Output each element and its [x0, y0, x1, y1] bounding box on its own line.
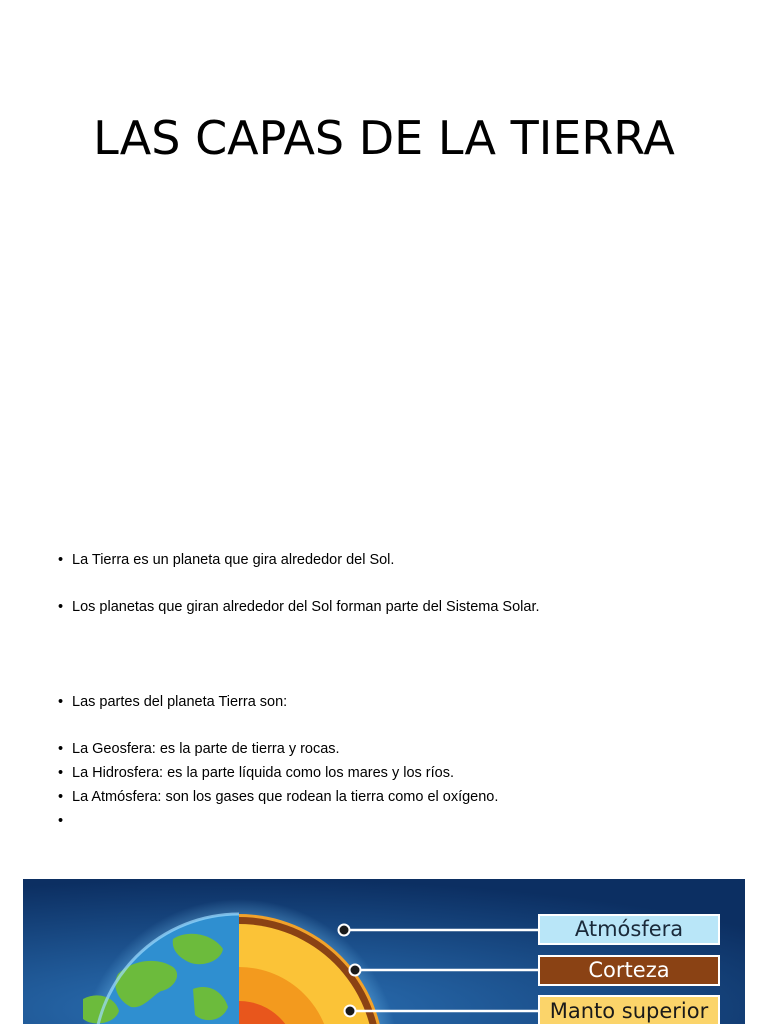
- svg-text:Corteza: Corteza: [588, 958, 670, 982]
- label-manto-superior: [539, 996, 719, 1024]
- svg-text:Atmósfera: Atmósfera: [574, 917, 684, 941]
- earth-layers-figure: [23, 879, 745, 1024]
- bullet-list: [58, 548, 738, 833]
- bullet-item: • La Geosfera: es la parte de tierra y rocas.: [58, 737, 738, 761]
- bullet-item: • La Atmósfera: son los gases que rodean la tierra como el oxígeno.: [58, 785, 738, 809]
- slide-title: LAS CAPAS DE LA TIERRA: [93, 111, 675, 165]
- label-corteza: [539, 956, 719, 985]
- bullet-item: • La Hidrosfera: es la parte líquida como los mares y los ríos.: [58, 761, 738, 785]
- earth-layers-illustration: [23, 879, 745, 1024]
- bullet-item-empty: [58, 809, 738, 833]
- bullet-item: • Los planetas que giran alrededor del Sol forman parte del Sistema Solar.: [58, 595, 738, 619]
- bullet-item: • La Tierra es un planeta que gira alrededor del Sol.: [58, 548, 738, 572]
- svg-text:Manto superior: Manto superior: [549, 999, 709, 1023]
- label-atmosfera: [539, 915, 719, 944]
- bullet-item: • Las partes del planeta Tierra son:: [58, 690, 738, 714]
